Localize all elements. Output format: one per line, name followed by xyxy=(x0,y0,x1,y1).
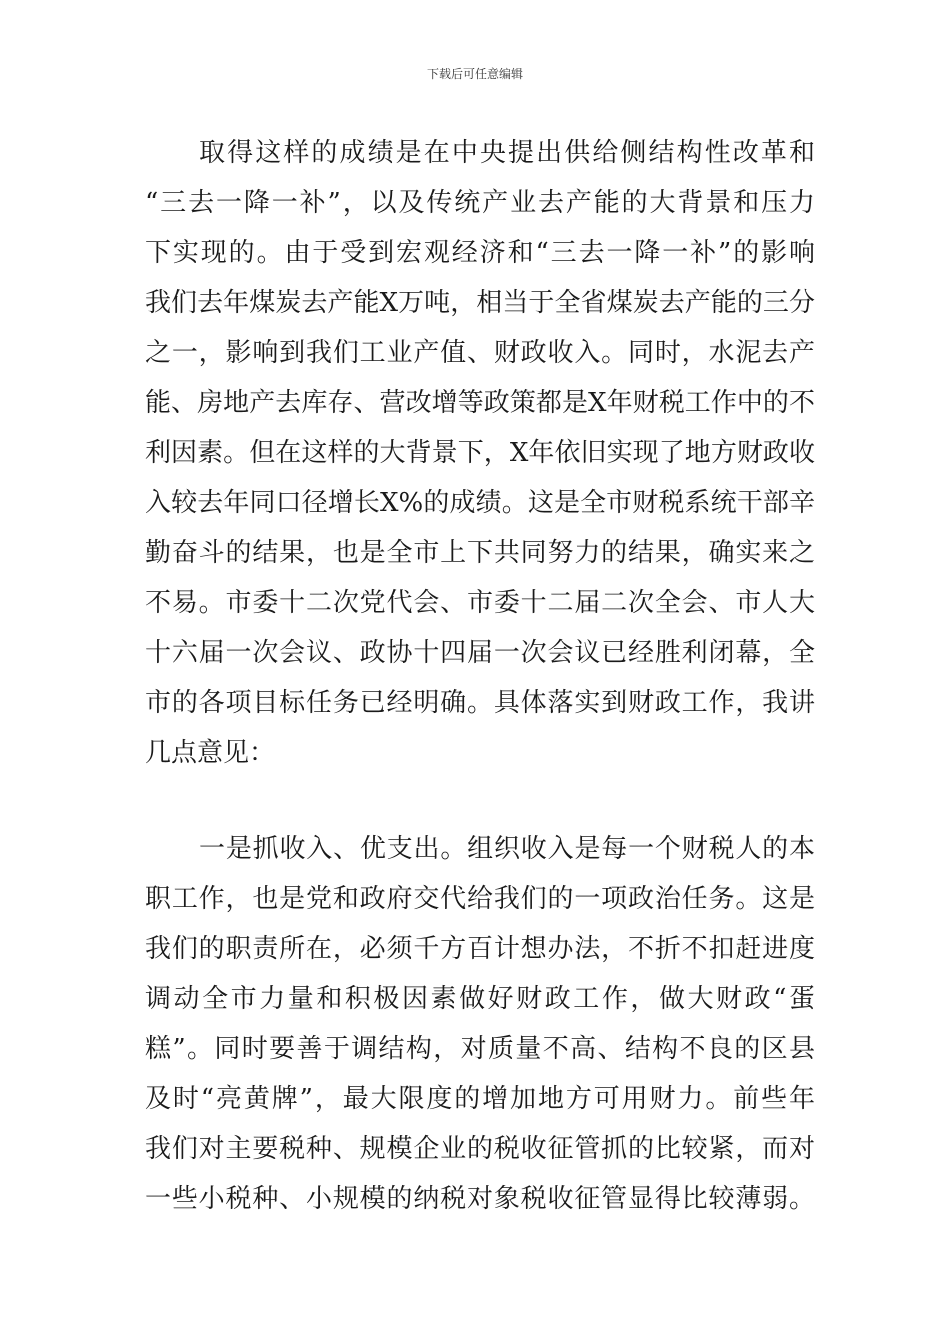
paragraph-line: 利因素。但在这样的大背景下，X年依旧实现了地方财政收 xyxy=(145,438,815,468)
paragraph-line: 市的各项目标任务已经明确。具体落实到财政工作，我讲 xyxy=(145,688,815,718)
paragraph-line: 几点意见： xyxy=(145,738,276,768)
paragraph-line: 取得这样的成绩是在中央提出供给侧结构性改革和 xyxy=(199,138,815,168)
paragraph-line: 及时“亮黄牌”，最大限度的增加地方可用财力。前些年 xyxy=(145,1084,815,1114)
paragraph-line: 糕”。同时要善于调结构，对质量不高、结构不良的区县 xyxy=(145,1034,815,1064)
paragraph-line: 一是抓收入、优支出。组织收入是每一个财税人的本 xyxy=(199,834,815,864)
paragraph-line: 十六届一次会议、政协十四届一次会议已经胜利闭幕，全 xyxy=(145,638,815,668)
paragraph-line: 一些小税种、小规模的纳税对象税收征管显得比较薄弱。 xyxy=(145,1184,815,1214)
paragraph-line: 我们对主要税种、规模企业的税收征管抓的比较紧，而对 xyxy=(145,1134,815,1164)
paragraph-line: 入较去年同口径增长X%的成绩。这是全市财税系统干部辛 xyxy=(145,488,815,518)
page-header: 下载后可任意编辑 xyxy=(426,67,523,81)
paragraph-1 xyxy=(145,128,815,778)
paragraph-line: 下实现的。由于受到宏观经济和“三去一降一补”的影响 xyxy=(145,238,815,268)
paragraph-line: 我们的职责所在，必须千方百计想办法，不折不扣赶进度 xyxy=(145,934,815,964)
paragraph-line: 能、房地产去库存、营改增等政策都是X年财税工作中的不 xyxy=(145,388,815,418)
paragraph-2 xyxy=(145,824,815,1224)
paragraph-line: 职工作，也是党和政府交代给我们的一项政治任务。这是 xyxy=(145,884,815,914)
paragraph-line: 调动全市力量和积极因素做好财政工作，做大财政“蛋 xyxy=(145,984,815,1014)
paragraph-line: 勤奋斗的结果，也是全市上下共同努力的结果，确实来之 xyxy=(145,538,815,568)
paragraph-line: 我们去年煤炭去产能X万吨，相当于全省煤炭去产能的三分 xyxy=(145,288,815,318)
paragraph-line: “三去一降一补”，以及传统产业去产能的大背景和压力 xyxy=(145,188,815,218)
paragraph-line: 不易。市委十二次党代会、市委十二届二次全会、市人大 xyxy=(145,588,815,618)
paragraph-line: 之一，影响到我们工业产值、财政收入。同时，水泥去产 xyxy=(145,338,815,368)
